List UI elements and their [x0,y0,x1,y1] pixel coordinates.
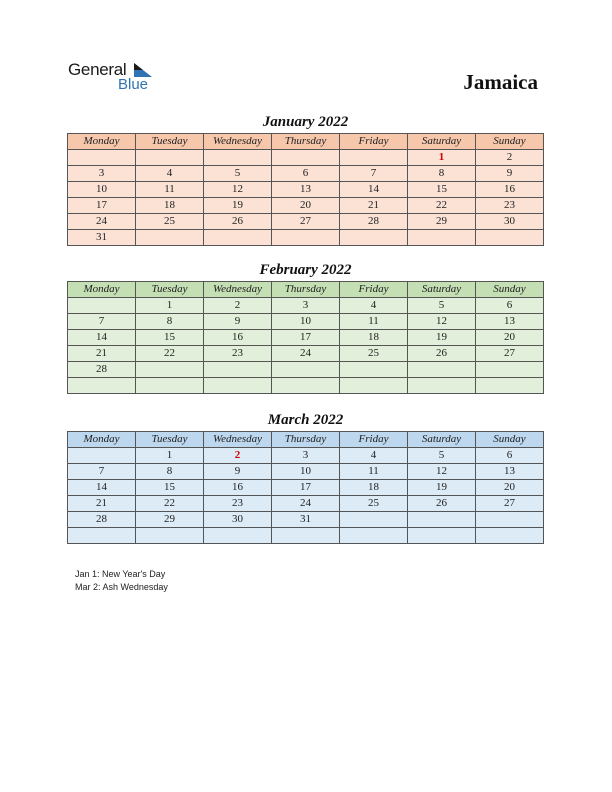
day-cell: 28 [340,214,408,230]
week-row [68,230,544,246]
empty-day-cell [204,230,272,246]
weekday-header: Tuesday [136,432,204,448]
weekday-header: Wednesday [204,282,272,298]
empty-day-cell [136,230,204,246]
day-cell: 24 [68,214,136,230]
day-cell: 11 [340,314,408,330]
empty-day-cell [340,150,408,166]
empty-day-cell [408,362,476,378]
calendar-table [67,431,544,544]
week-row [68,480,544,496]
weekday-header: Friday [340,432,408,448]
week-row [68,496,544,512]
empty-day-cell [204,362,272,378]
weekday-header-row [68,282,544,298]
empty-day-cell [408,378,476,394]
calendar-table [67,281,544,394]
month-title: January 2022 [262,114,349,130]
weekday-header: Monday [68,134,136,150]
empty-day-cell [136,528,204,544]
day-cell: 27 [476,346,544,362]
day-cell: 2 [204,298,272,314]
empty-day-cell [340,230,408,246]
holiday-notes [75,568,168,594]
day-cell: 10 [272,464,340,480]
day-cell: 24 [272,496,340,512]
week-row [68,378,544,394]
empty-day-cell [408,230,476,246]
logo-general-text: General [68,60,127,79]
day-cell: 9 [204,314,272,330]
day-cell: 17 [272,480,340,496]
empty-day-cell [68,298,136,314]
empty-day-cell [272,378,340,394]
weekday-header: Thursday [272,432,340,448]
day-cell: 27 [476,496,544,512]
empty-day-cell [272,150,340,166]
month-title: February 2022 [259,262,352,278]
empty-day-cell [204,150,272,166]
empty-day-cell [68,528,136,544]
day-cell: 13 [476,464,544,480]
day-cell: 6 [272,166,340,182]
day-cell: 27 [272,214,340,230]
day-cell: 7 [68,464,136,480]
empty-day-cell [68,378,136,394]
weekday-header: Monday [68,432,136,448]
day-cell: 17 [272,330,340,346]
week-row [68,150,544,166]
day-cell: 9 [476,166,544,182]
logo [68,60,168,96]
day-cell: 3 [272,448,340,464]
weekday-header-row [68,134,544,150]
day-cell: 23 [476,198,544,214]
day-cell: 1 [136,448,204,464]
weekday-header: Monday [68,282,136,298]
empty-day-cell [68,448,136,464]
day-cell: 13 [476,314,544,330]
day-cell: 3 [68,166,136,182]
day-cell: 16 [476,182,544,198]
day-cell: 18 [340,330,408,346]
weekday-header: Friday [340,282,408,298]
weekday-header: Sunday [476,282,544,298]
week-row [68,528,544,544]
country-title: Jamaica [463,70,538,94]
weekday-header: Tuesday [136,134,204,150]
day-cell: 4 [340,298,408,314]
weekday-header: Tuesday [136,282,204,298]
month-title: March 2022 [267,412,344,428]
week-row [68,214,544,230]
week-row [68,198,544,214]
day-cell: 9 [204,464,272,480]
day-cell: 1 [408,150,476,166]
empty-day-cell [136,150,204,166]
day-cell: 11 [340,464,408,480]
empty-day-cell [476,362,544,378]
day-cell: 16 [204,330,272,346]
day-cell: 22 [136,346,204,362]
day-cell: 25 [340,496,408,512]
weekday-header: Saturday [408,282,476,298]
day-cell: 4 [136,166,204,182]
day-cell: 15 [408,182,476,198]
day-cell: 20 [272,198,340,214]
weekday-header: Thursday [272,134,340,150]
holiday-note: Mar 2: Ash Wednesday [75,582,168,592]
day-cell: 15 [136,480,204,496]
empty-day-cell [340,528,408,544]
day-cell: 14 [340,182,408,198]
weekday-header: Sunday [476,134,544,150]
weekday-header-row [68,432,544,448]
day-cell: 8 [408,166,476,182]
day-cell: 14 [68,330,136,346]
week-row [68,298,544,314]
empty-day-cell [476,378,544,394]
day-cell: 25 [136,214,204,230]
week-row [68,346,544,362]
day-cell: 30 [476,214,544,230]
empty-day-cell [272,230,340,246]
day-cell: 20 [476,330,544,346]
day-cell: 1 [136,298,204,314]
empty-day-cell [204,378,272,394]
day-cell: 17 [68,198,136,214]
week-row [68,362,544,378]
day-cell: 23 [204,346,272,362]
empty-day-cell [476,512,544,528]
day-cell: 21 [340,198,408,214]
week-row [68,464,544,480]
day-cell: 2 [204,448,272,464]
calendar-table [67,133,544,246]
empty-day-cell [136,362,204,378]
day-cell: 6 [476,298,544,314]
day-cell: 10 [272,314,340,330]
month-january [67,111,544,246]
day-cell: 25 [340,346,408,362]
day-cell: 15 [136,330,204,346]
day-cell: 3 [272,298,340,314]
weekday-header: Sunday [476,432,544,448]
week-row [68,448,544,464]
day-cell: 12 [204,182,272,198]
day-cell: 12 [408,314,476,330]
day-cell: 2 [476,150,544,166]
day-cell: 21 [68,496,136,512]
day-cell: 12 [408,464,476,480]
day-cell: 11 [136,182,204,198]
empty-day-cell [408,528,476,544]
day-cell: 30 [204,512,272,528]
day-cell: 29 [408,214,476,230]
day-cell: 23 [204,496,272,512]
day-cell: 19 [408,330,476,346]
day-cell: 16 [204,480,272,496]
day-cell: 6 [476,448,544,464]
day-cell: 8 [136,464,204,480]
day-cell: 26 [408,346,476,362]
day-cell: 14 [68,480,136,496]
day-cell: 22 [136,496,204,512]
day-cell: 7 [68,314,136,330]
empty-day-cell [340,512,408,528]
empty-day-cell [408,512,476,528]
day-cell: 28 [68,512,136,528]
weekday-header: Saturday [408,134,476,150]
empty-day-cell [272,362,340,378]
weekday-header: Saturday [408,432,476,448]
day-cell: 5 [408,298,476,314]
week-row [68,182,544,198]
empty-day-cell [272,528,340,544]
day-cell: 29 [136,512,204,528]
empty-day-cell [340,362,408,378]
logo-triangle-icon [134,63,152,77]
day-cell: 19 [204,198,272,214]
weekday-header: Friday [340,134,408,150]
week-row [68,166,544,182]
month-march [67,409,544,544]
empty-day-cell [476,528,544,544]
day-cell: 26 [204,214,272,230]
weekday-header: Wednesday [204,432,272,448]
month-february [67,259,544,394]
day-cell: 10 [68,182,136,198]
holiday-note: Jan 1: New Year's Day [75,569,166,579]
empty-day-cell [340,378,408,394]
weekday-header: Thursday [272,282,340,298]
empty-day-cell [136,378,204,394]
day-cell: 18 [136,198,204,214]
logo-blue-text: Blue [118,76,149,93]
day-cell: 19 [408,480,476,496]
day-cell: 13 [272,182,340,198]
day-cell: 7 [340,166,408,182]
day-cell: 22 [408,198,476,214]
day-cell: 26 [408,496,476,512]
weekday-header: Wednesday [204,134,272,150]
empty-day-cell [68,150,136,166]
week-row [68,512,544,528]
day-cell: 8 [136,314,204,330]
day-cell: 20 [476,480,544,496]
empty-day-cell [476,230,544,246]
week-row [68,330,544,346]
day-cell: 28 [68,362,136,378]
day-cell: 5 [408,448,476,464]
day-cell: 21 [68,346,136,362]
week-row [68,314,544,330]
day-cell: 31 [68,230,136,246]
day-cell: 24 [272,346,340,362]
empty-day-cell [204,528,272,544]
day-cell: 18 [340,480,408,496]
day-cell: 5 [204,166,272,182]
day-cell: 4 [340,448,408,464]
day-cell: 31 [272,512,340,528]
